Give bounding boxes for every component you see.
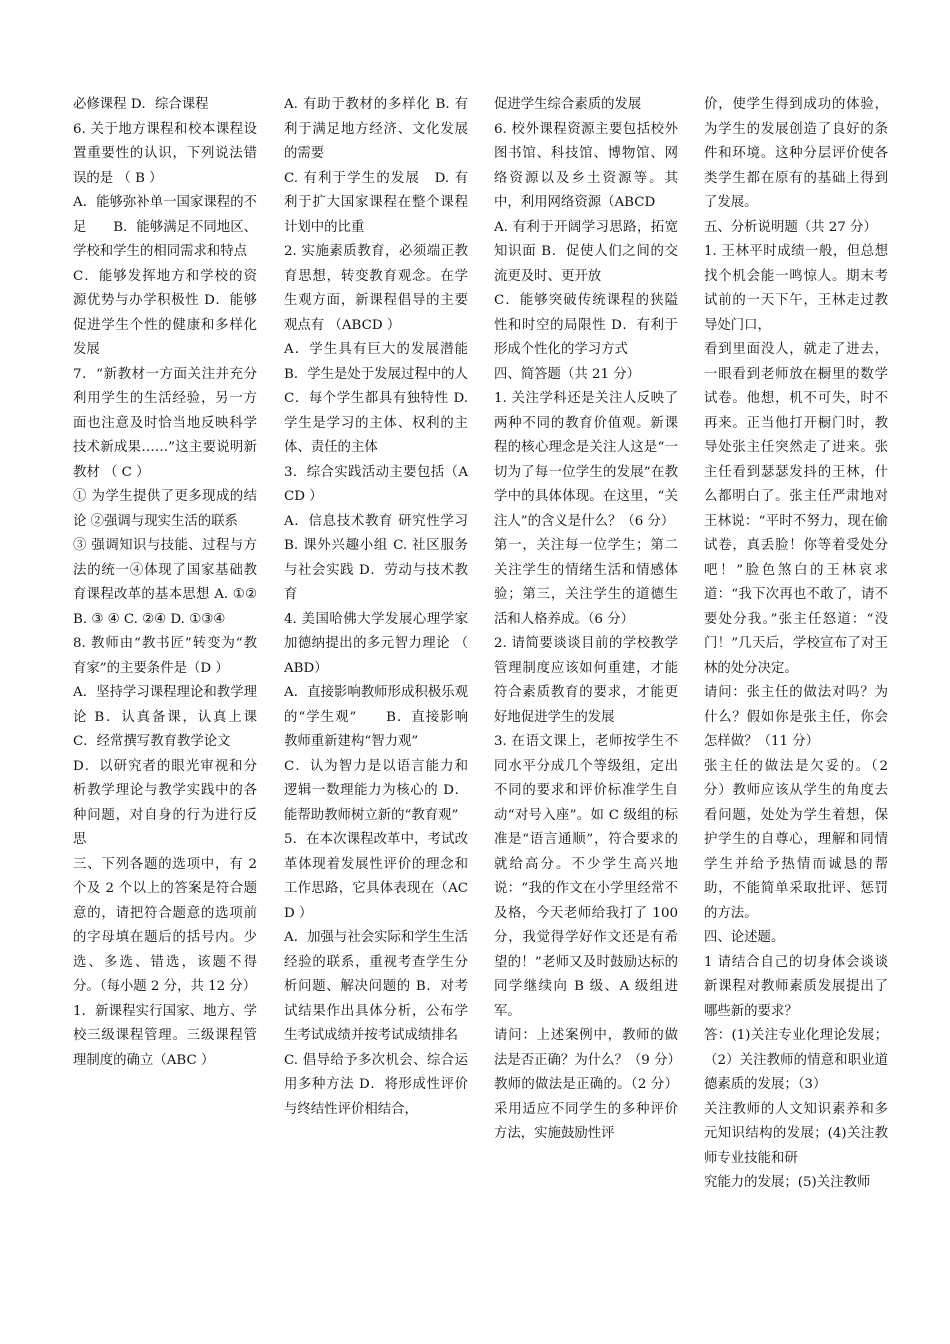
paragraph: 8. 教师由“教书匠”转变为“教育家”的主要条件是（D ）: [73, 636, 257, 676]
paragraph: 答：(1)关注专业化理论发展；（2）关注教师的情意和职业道德素质的发展；（3）: [704, 1028, 888, 1092]
paragraph: 请问：上述案例中，教师的做法是否正确？为什么？（9 分）: [494, 1028, 681, 1068]
paragraph: D．以研究者的眼光审视和分析教学理论与教学实践中的各种问题，对自身的行为进行反思: [73, 758, 257, 847]
paragraph: 看到里面没人，就走了进去，一眼看到老师放在橱里的数学试卷。他想，机不可失，时不再来。正当他打开橱门时，教导处张主任突然走了进来。张主任看到瑟瑟发抖的王林，什么都明白了。张主任严肃地对王林说：“平时不努力，现在偷试卷，真丢脸！你等着受处分吧！”脸色煞白的王林哀求道：“我下次再也不敢了，请不要处分我。”张主任怒道：“没门！”几天后，学校宣布了对王林的处分决定。: [704, 342, 888, 676]
paragraph: C．能够突破传统课程的狭隘性和时空的局限性 D．有利于形成个性化的学习方式: [494, 293, 678, 357]
paragraph: A．信息技术教育 研究性学习 B. 课外兴趣小组 C. 社区服务与社会实践 D．劳动与技术教育: [284, 513, 468, 602]
paragraph: 五、分析说明题（共 27 分）: [704, 219, 877, 235]
paragraph: 2. 请简要谈谈目前的学校教学管理制度应该如何重建，才能符合素质教育的要求，才能更好地促进学生的发展: [494, 636, 678, 725]
paragraph: ① 为学生提供了更多现成的结 论 ②强调与现实生活的联系: [73, 489, 257, 529]
paragraph: 第一，关注每一位学生；第二关注学生的情绪生活和情感体验；第三，关注学生的道德生活和人格养成。（6 分）: [494, 538, 678, 627]
paragraph: 张主任的做法是欠妥的。（2 分）教师应该从学生的角度去看问题，处处为学生着想，保护学生的自尊心，理解和同情学生并给予热情而诚恳的帮助，不能简单采取批评、惩罚的方法。: [704, 758, 888, 921]
paragraph: 1 请结合自己的切身体会谈谈新课程对教师素质发展提出了哪些新的要求？: [704, 954, 888, 1019]
paragraph: 7．“新教材一方面关注并充分利用学生的生活经验，另一方面也注意及时恰当地反映科学技术新成果……”这主要说明新教材 （ C ）: [73, 366, 257, 480]
paragraph: A．直接影响教师形成积极乐观的“学生观” B．直接影响教师重新建构“智力观”: [284, 685, 468, 749]
paragraph: 5．在本次课程改革中，考试改革体现着发展性评价的理念和工作思路，它具体表现在（ACD ）: [284, 832, 468, 921]
paragraph: A．坚持学习课程理论和教学理论 B．认真备课，认真上课 C．经常撰写教育教学论文: [73, 685, 257, 749]
paragraph: 6. 关于地方课程和校本课程设置重要性的认识，下列说法错误的是 （ B ）: [73, 121, 257, 186]
paragraph: C. 有利于学生的发展 D. 有利于扩大国家课程在整个课程计划中的比重: [284, 170, 468, 235]
paragraph: A. 有利于开阔学习思路，拓宽知识面 B．促使人们之间的交流更及时、更开放: [494, 219, 678, 284]
text-column-3: [494, 93, 681, 1147]
text-column-4: [704, 93, 888, 1196]
paragraph: 6. 校外课程资源主要包括校外图书馆、科技馆、博物馆、网络资源以及乡土资源等。其中，利用网络资源（ABCD: [494, 121, 678, 210]
paragraph: 2. 实施素质教育，必须端正教育思想，转变教育观念。在学生观方面，新课程倡导的主要观点有 （ABCD ）: [284, 244, 468, 333]
paragraph: 三、下列各题的选项中，有 2 个及 2 个以上的答案是符合题意的，请把符合题意的选项前的字母填在题后的括号内。少选、多选、错选，该题不得分。（每小题 2 分，共 12 分）: [73, 856, 257, 994]
text-column-2: [284, 93, 468, 1122]
paragraph: 关注教师的人文知识素养和多元知识结构的发展；(4)关注教师专业技能和研: [704, 1101, 888, 1166]
paragraph: 四、简答题（共 21 分）: [494, 366, 641, 382]
paragraph: ③ 强调知识与技能、过程与方法的统一④体现了国家基础教育课程改革的基本思想 A. ①② B. ③ ④ C. ②④ D. ①③④: [73, 538, 257, 627]
paragraph: 4. 美国哈佛大学发展心理学家加德纳提出的多元智力理论 （ ABD）: [284, 611, 468, 676]
paragraph: 价，使学生得到成功的体验，为学生的发展创造了良好的条件和环境。这种分层评价使各类学生都在原有的基础上得到了发展。: [704, 97, 888, 210]
paragraph: A．学生具有巨大的发展潜能 B．学生是处于发展过程中的人: [284, 342, 468, 382]
paragraph: C．每个学生都具有独特性 D. 学生是学习的主体、权利的主体、责任的主体: [284, 391, 468, 455]
paragraph: 必修课程 D．综合课程: [73, 97, 209, 112]
paragraph: 四、论述题。: [704, 930, 785, 945]
paragraph: A. 有助于教材的多样化 B. 有利于满足地方经济、文化发展的需要: [284, 97, 468, 161]
paragraph: 究能力的发展；(5)关注教师: [704, 1175, 871, 1190]
paragraph: 1. 关注学科还是关注人反映了两种不同的教育价值观。新课程的核心理念是关注人这是“一切为了每一位学生的发展”在教学中的具体体现。在这里，“关注人”的含义是什么？（6 分）: [494, 391, 678, 529]
text-column-1: [73, 93, 257, 1073]
paragraph: 请问：张主任的做法对吗？为什么？假如你是张主任，你会怎样做？（11 分）: [704, 685, 888, 749]
paragraph: 1．新课程实行国家、地方、学校三级课程管理。三级课程管理制度的确立（ABC ）: [73, 1003, 257, 1068]
paragraph: C．认为智力是以语言能力和逻辑一数理能力为核心的 D．能帮助教师树立新的“教育观”: [284, 758, 468, 823]
paragraph: 促进学生综合素质的发展: [494, 97, 642, 112]
paragraph: 3. 在语文课上，老师按学生不同水平分成几个等级组，定出不同的要求和评价标准学生自动“对号入座”。如 C 级组的标准是“语言通顺”，符合要求的就给高分。不少学生高兴地说：“我的作文在小学里经常不及格，今天老师给我打了 100 分，我觉得学好作文还是有希望的！”老师又及时鼓励达标的同学继续向 B 级、A 级组进军。: [494, 734, 678, 1019]
paragraph: 3．综合实践活动主要包括（ACD ）: [284, 464, 468, 504]
paragraph: A．加强与社会实际和学生生活经验的联系，重视考查学生分析问题、解决问题的 B．对考试结果作出具体分析，公布学生考试成绩并按考试成绩排名: [284, 930, 468, 1043]
paragraph: 1. 王林平时成绩一般，但总想找个机会能一鸣惊人。期末考试前的一天下午，王林走过教导处门口，: [704, 244, 888, 333]
paragraph: C．能够发挥地方和学校的资源优势与办学积极性 D．能够促进学生个性的健康和多样化发展: [73, 268, 257, 357]
paragraph: C. 倡导给予多次机会、综合运用多种方法 D．将形成性评价与终结性评价相结合，: [284, 1052, 468, 1117]
paragraph: 教师的做法是正确的。（2 分）采用适应不同学生的多种评价方法，实施鼓励性评: [494, 1077, 678, 1141]
paragraph: A．能够弥补单一国家课程的不足 B．能够满足不同地区、学校和学生的相同需求和特点: [73, 195, 257, 259]
